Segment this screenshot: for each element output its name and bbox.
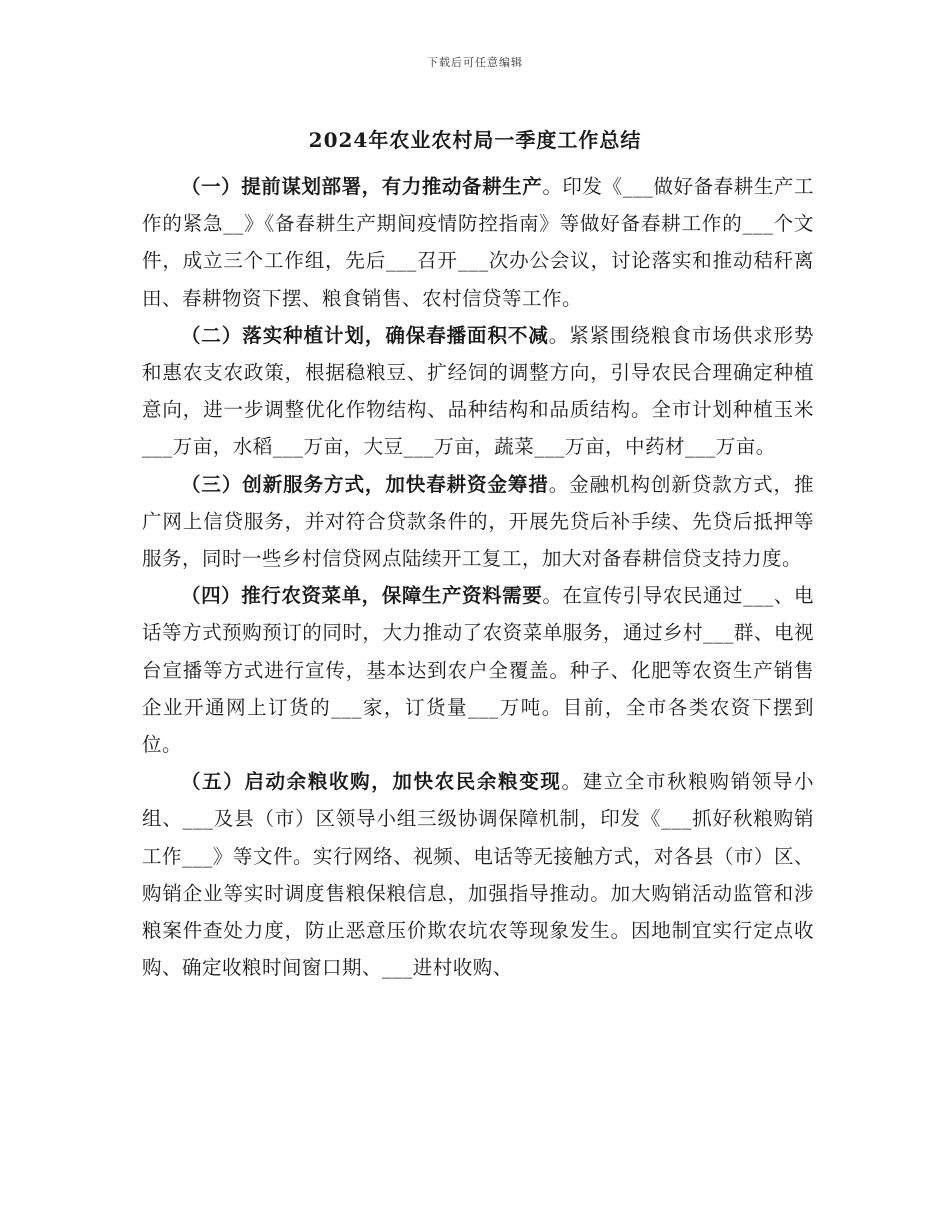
paragraph-3-text: 。金融机构创新贷款方式，推广网上信贷服务，并对符合贷款条件的，开展先贷后补手续、先贷后抵押等服务，同时一些乡村信贷网点陆续开工复工，加大对备春耕信贷支持力度。 bbox=[142, 472, 814, 571]
paragraph-3 bbox=[142, 466, 814, 578]
paragraph-4 bbox=[142, 577, 814, 763]
paragraph-2-text: 。紧紧围绕粮食市场供求形势和惠农支农政策，根据稳粮豆、扩经饲的调整方向，引导农民合理确定种植意向，进一步调整优化作物结构、品种结构和品质结构。全市计划种植玉米___万亩，水稻___万亩，大豆___万亩，蔬菜___万亩，中药材___万亩。 bbox=[142, 323, 814, 459]
document-body bbox=[142, 168, 814, 986]
paragraph-4-text: 。在宣传引导农民通过___、电话等方式预购预订的同时，大力推动了农资菜单服务，通过乡村___群、电视台宣播等方式进行宣传，基本达到农户全覆盖。种子、化肥等农资生产销售企业开通网上订货的___家，订货量___万吨。目前，全市各类农资下摆到位。 bbox=[142, 584, 814, 757]
header-note: 下载后可任意编辑 bbox=[427, 56, 523, 69]
paragraph-5 bbox=[142, 763, 814, 986]
paragraph-2-heading: （二）落实种植计划，确保春播面积不减 bbox=[181, 323, 549, 347]
paragraph-4-heading: （四）推行农资菜单，保障生产资料需要 bbox=[181, 584, 543, 608]
paragraph-1 bbox=[142, 168, 814, 317]
document-title: 2024年农业农村局一季度工作总结 bbox=[308, 128, 642, 152]
paragraph-1-text: 。印发《___做好备春耕生产工作的紧急__》《备春耕生产期间疫情防控指南》等做好备春耕工作的___个文件，成立三个工作组，先后___召开___次办公会议，讨论落实和推动秸秆离田、春耕物资下摆、粮食销售、农村信贷等工作。 bbox=[142, 175, 814, 310]
paragraph-5-heading: （五）启动余粮收购，加快农民余粮变现 bbox=[181, 770, 562, 794]
paragraph-2 bbox=[142, 317, 814, 466]
paragraph-3-heading: （三）创新服务方式，加快春耕资金筹措 bbox=[181, 472, 549, 496]
paragraph-1-heading: （一）提前谋划部署，有力推动备耕生产 bbox=[181, 175, 543, 198]
paragraph-5-text: 。建立全市秋粮购销领导小组、___及县（市）区领导小组三级协调保障机制，印发《___抓好秋粮购销工作___》等文件。实行网络、视频、电话等无接触方式，对各县（市）区、购销企业等实时调度售粮保粮信息，加强指导推动。加大购销活动监管和涉粮案件查处力度，防止恶意压价欺农坑农等现象发生。因地制宜实行定点收购、确定收粮时间窗口期、___进村收购、 bbox=[142, 770, 814, 980]
